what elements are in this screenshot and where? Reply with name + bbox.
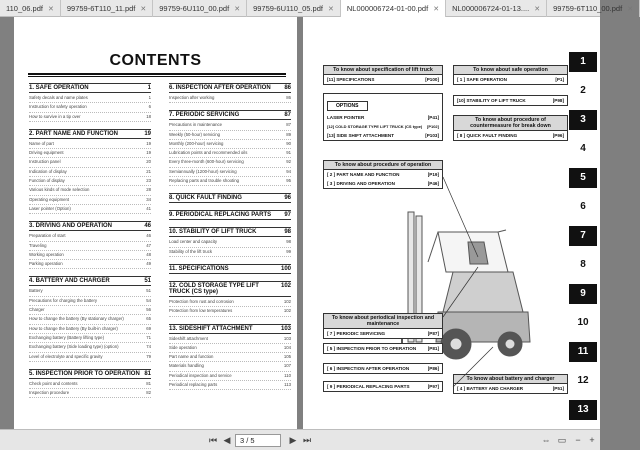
section-title: 4. BATTERY AND CHARGER (29, 278, 110, 285)
page-number-input[interactable]: 3 / 5 (235, 434, 281, 447)
contents-section (29, 221, 151, 269)
tab-6[interactable] (547, 0, 640, 17)
tab-3[interactable] (247, 0, 341, 17)
entry-page: 81 (146, 380, 151, 386)
entry-title: Periodical inspection and service (169, 372, 232, 378)
entry-page: 6 (148, 104, 151, 110)
entry-title: Inspection procedure (29, 390, 70, 396)
section-page: 96 (284, 195, 291, 202)
contents-entry[interactable] (169, 372, 291, 381)
entry-page: 41 (146, 205, 151, 211)
close-icon[interactable]: ✕ (234, 6, 241, 13)
entry-title: Function of display (29, 178, 65, 184)
entry-page: 82 (146, 390, 151, 396)
line-page: [P81] (427, 346, 439, 351)
section-heading[interactable] (169, 264, 291, 274)
tab-label: 110_06.pdf (6, 4, 43, 13)
entry-title: How to change the battery (By built-in charger) (29, 325, 118, 331)
section-heading[interactable] (169, 83, 291, 93)
entry-page: 20 (146, 159, 151, 165)
line-page: [P1] (555, 77, 564, 82)
tab-bar (0, 0, 634, 17)
contents-section (169, 193, 291, 203)
entry-title: Sideshift attachment (169, 335, 208, 341)
entry-title: Protection from rust and corrosion (169, 298, 234, 304)
line-page: [P102] (426, 124, 439, 129)
entry-page: 79 (146, 353, 151, 359)
entry-page: 103 (283, 335, 291, 341)
guide-page (303, 17, 600, 429)
line-text: [12] COLD STORAGE TYPE LIFT TRUCK (CS type) (327, 124, 423, 129)
entry-page: 110 (284, 372, 291, 378)
entry-title: Lubrication points and recommended oils (169, 150, 248, 156)
contents-title: CONTENTS (109, 52, 202, 69)
periodic-box-2 (323, 343, 443, 354)
contents-column-2 (169, 83, 291, 397)
entry-title: Preparation of start (29, 233, 66, 239)
periodic-box (323, 313, 443, 339)
section-title: 11. SPECIFICATIONS (169, 265, 229, 272)
section-page: 97 (284, 212, 291, 219)
entry-page: 102 (283, 308, 291, 314)
entry-page: 34 (146, 196, 151, 202)
entry-title: Materials handling (169, 363, 204, 369)
contents-entry[interactable] (169, 158, 291, 167)
fit-width-icon[interactable]: ⇔ (541, 435, 551, 445)
fit-page-icon[interactable]: ▭ (557, 435, 567, 445)
entry-title: Parking operation (29, 261, 63, 267)
line-text: [ 5 ] INSPECTION PRIOR TO OPERATION (327, 346, 417, 351)
close-icon[interactable]: ✕ (433, 6, 440, 13)
contents-entry[interactable] (29, 297, 151, 306)
entry-title: Protection from low temperatures (169, 308, 233, 314)
section-heading[interactable] (169, 281, 291, 297)
entry-page: 105 (283, 354, 291, 360)
entry-page: 23 (146, 178, 151, 184)
chapter-tab-6[interactable]: 6 (569, 197, 597, 217)
contents-entry[interactable] (169, 335, 291, 344)
line-text: [10] STABILITY OF LIFT TRUCK (457, 98, 526, 103)
contents-entry[interactable] (169, 121, 291, 130)
entry-title: Replacing parts and trouble shooting (169, 178, 239, 184)
section-heading[interactable] (169, 324, 291, 334)
contents-section (169, 324, 291, 391)
entry-page: 102 (283, 298, 291, 304)
entry-title: Laser pointer (Option) (29, 205, 71, 211)
entry-page: 54 (146, 297, 151, 303)
contents-entry[interactable] (29, 334, 151, 343)
entry-title: Monthly (200-hour) servicing (169, 140, 224, 146)
contents-entry[interactable] (29, 306, 151, 315)
chapter-tab-5[interactable]: 5 (569, 168, 597, 188)
section-title: 2. PART NAME AND FUNCTION (29, 130, 118, 137)
title-rule-thin (28, 76, 286, 77)
entry-page: 56 (146, 307, 151, 313)
contents-entry[interactable] (169, 362, 291, 371)
entry-title: Traveling (29, 242, 47, 248)
entry-page: 18 (146, 113, 151, 119)
chapter-tab-8[interactable]: 8 (569, 255, 597, 275)
entry-title: How to survive in a tip over (29, 113, 81, 119)
chapter-tab-12[interactable]: 12 (569, 371, 597, 391)
close-icon[interactable]: ✕ (140, 6, 147, 13)
entry-page: 48 (146, 251, 151, 257)
section-heading[interactable] (29, 369, 151, 379)
contents-entry[interactable] (29, 287, 151, 296)
zoom-out-icon[interactable]: − (575, 435, 581, 445)
procedure-box-line[interactable] (324, 179, 442, 188)
fault-box (453, 115, 568, 141)
title-rule (28, 73, 286, 75)
entry-title: Inspection after working (169, 95, 215, 100)
contents-entry[interactable] (29, 343, 151, 352)
entry-page: 91 (286, 150, 291, 156)
entry-title: Driving equipment (29, 150, 64, 156)
entry-title: Battery (29, 288, 43, 294)
line-text: [13] SIDE SHIFT ATTACHMENT (327, 133, 395, 138)
battery-box (453, 374, 568, 394)
entry-title: Precautions for charging the battery (29, 297, 98, 303)
close-icon[interactable]: ✕ (627, 6, 634, 13)
periodic-box-line[interactable] (324, 329, 442, 338)
contents-entry[interactable] (29, 186, 151, 195)
chapter-tab-10[interactable]: 10 (569, 313, 597, 333)
procedure-box-line[interactable] (324, 170, 442, 179)
tab-5[interactable] (446, 0, 547, 17)
section-page: 100 (280, 265, 291, 272)
chapter-tab-13[interactable]: 13 (569, 400, 597, 420)
section-title: 8. QUICK FAULT FINDING (169, 195, 242, 202)
entry-page: 71 (146, 334, 151, 340)
section-title: 6. INSPECTION AFTER OPERATION (169, 85, 271, 91)
section-heading[interactable] (29, 221, 151, 231)
contents-entry[interactable] (29, 242, 151, 251)
entry-title: Side operation (169, 344, 197, 350)
stability-box (453, 95, 568, 106)
entry-title: Weekly (50-hour) servicing (169, 131, 221, 137)
tab-1[interactable] (61, 0, 153, 17)
entry-title: Check point and contents (29, 380, 78, 386)
line-page: [P46] (427, 181, 439, 186)
periodic-box-heading: To know about periodical inspection and maintenance (324, 314, 442, 329)
contents-entry[interactable] (169, 248, 291, 257)
entry-title: Exchanging battery (Side loading type) (option) (29, 344, 119, 350)
line-text: [ 8 ] QUICK FAULT FINDING (457, 133, 518, 138)
section-page: 46 (144, 223, 151, 230)
section-title: 1. SAFE OPERATION (29, 85, 89, 91)
periodic-box-3 (323, 363, 443, 374)
battery-box-heading: To know about battery and charger (454, 375, 567, 384)
entry-page: 49 (146, 261, 151, 267)
contents-section (169, 83, 291, 103)
line-text: [ 7 ] PERIODIC SERVICING (327, 331, 386, 336)
tab-label: 99759-6U110_05.pdf (253, 4, 323, 13)
stability-box-line[interactable] (454, 96, 567, 105)
contents-entry[interactable] (29, 168, 151, 177)
line-page: [P98] (552, 98, 564, 103)
section-title: 13. SIDESHIFT ATTACHMENT (169, 325, 253, 332)
line-page: [P41] (427, 115, 439, 120)
line-text: [ 6 ] INSPECTION AFTER OPERATION (327, 366, 410, 371)
contents-entry[interactable] (169, 149, 291, 158)
section-heading[interactable] (169, 110, 291, 120)
contents-entry[interactable] (29, 94, 151, 103)
battery-box-line[interactable] (454, 384, 567, 393)
line-page: [P86] (427, 366, 439, 371)
section-heading[interactable] (29, 129, 151, 139)
safe-box (453, 65, 568, 85)
entry-title: How to change the battery (By stationary charger) (29, 316, 124, 322)
periodic-box-4 (323, 381, 443, 392)
line-page: [P100] (425, 77, 439, 82)
section-title: 7. PERIODIC SERVICING (169, 112, 240, 119)
contents-entry[interactable] (29, 158, 151, 167)
tab-0[interactable] (0, 0, 61, 17)
entry-title: Precautions in maintenance (169, 122, 223, 128)
contents-entry[interactable] (29, 103, 151, 112)
entry-title: Load center and capacity (169, 239, 218, 245)
line-page: [P103] (425, 133, 439, 138)
contents-entry[interactable] (169, 298, 291, 307)
section-heading[interactable] (29, 83, 151, 93)
contents-entry[interactable] (29, 205, 151, 214)
chapter-tab-4[interactable]: 4 (569, 139, 597, 159)
section-heading[interactable] (169, 193, 291, 203)
section-title: 12. COLD STORAGE TYPE LIFT TRUCK (CS type) (169, 282, 259, 295)
line-text: [ 3 ] DRIVING AND OPERATION (327, 181, 395, 186)
contents-entry[interactable] (29, 315, 151, 324)
chapter-tab-2[interactable]: 2 (569, 81, 597, 101)
entry-title: Periodical replacing parts (169, 382, 218, 388)
contents-entry[interactable] (169, 177, 291, 186)
entry-page: 99 (286, 248, 291, 254)
chapter-tab-1[interactable]: 1 (569, 52, 597, 72)
spec-box-heading: To know about specification of lift truck (324, 66, 442, 75)
entry-title: Exchanging battery (Battery lifting type) (29, 334, 104, 340)
entry-page: 95 (286, 178, 291, 184)
entry-title: Various kinds of mode selection (29, 187, 90, 193)
bottom-toolbar (0, 429, 600, 450)
contents-entry[interactable] (29, 140, 151, 149)
entry-title: Name of part (29, 140, 54, 146)
safe-box-heading: To know about safe operation (454, 66, 567, 75)
entry-title: Level of electrolyte and specific gravity (29, 353, 103, 359)
contents-section (169, 110, 291, 186)
contents-entry[interactable] (29, 389, 151, 398)
line-text: LASER POINTER (327, 115, 365, 120)
chapter-tab-3[interactable]: 3 (569, 110, 597, 130)
contents-entry[interactable] (29, 353, 151, 362)
entry-title: Operating equipment (29, 196, 70, 202)
entry-title: Working operation (29, 251, 64, 257)
entry-page: 1 (148, 95, 151, 100)
next-page-icon[interactable]: ▶ (289, 435, 297, 445)
procedure-box (323, 160, 443, 189)
chapter-tab-11[interactable]: 11 (569, 342, 597, 362)
options-line[interactable] (324, 122, 442, 131)
section-heading[interactable] (169, 210, 291, 220)
line-page: [P87] (427, 331, 439, 336)
prev-page-icon[interactable]: ◀ (223, 435, 231, 445)
tab-label: 99759-6U110_00.pdf (159, 4, 230, 13)
contents-section (169, 210, 291, 220)
section-title: 10. STABILITY OF LIFT TRUCK (169, 229, 257, 236)
section-heading[interactable] (29, 276, 151, 286)
close-icon[interactable]: ✕ (327, 6, 334, 13)
line-page: [P51] (552, 386, 564, 391)
zoom-in-icon[interactable]: + (589, 435, 595, 445)
line-page: [P19] (427, 172, 439, 177)
entry-page: 90 (286, 140, 291, 146)
contents-entry[interactable] (169, 168, 291, 177)
entry-page: 19 (146, 150, 151, 156)
entry-page: 74 (146, 344, 151, 350)
contents-entry[interactable] (29, 251, 151, 260)
entry-title: Instruction for safety operation (29, 104, 87, 110)
section-page: 19 (144, 130, 151, 137)
line-text: [ 1 ] SAFE OPERATION (457, 77, 507, 82)
tab-2[interactable] (153, 0, 247, 17)
contents-entry[interactable] (29, 149, 151, 158)
chapter-tab-7[interactable]: 7 (569, 226, 597, 246)
line-text: [ 9 ] PERIODICAL REPLACING PARTS (327, 384, 410, 389)
tab-label: 99759-6T110_00.pdf (553, 4, 623, 13)
contents-entry[interactable] (169, 307, 291, 316)
section-title: 3. DRIVING AND OPERATION (29, 223, 113, 230)
contents-entry[interactable] (29, 113, 151, 122)
chapter-tab-9[interactable]: 9 (569, 284, 597, 304)
periodic-box-line[interactable] (324, 382, 442, 391)
options-line[interactable] (324, 131, 442, 140)
options-box (323, 93, 443, 141)
contents-entry[interactable] (169, 140, 291, 149)
spec-box-line[interactable] (324, 75, 442, 84)
first-page-icon[interactable]: ⏮ (208, 435, 218, 445)
section-page: 102 (280, 282, 291, 289)
entry-title: Stability of the lift truck (169, 248, 212, 254)
entry-title: Indication of display (29, 168, 67, 174)
contents-page (14, 17, 297, 429)
contents-section (29, 369, 151, 399)
procedure-box-heading: To know about procedure of operation (324, 161, 442, 170)
entry-title: Safety decals and name plates (29, 95, 88, 100)
fault-box-heading: To know about procedure of countermeasure for break down (454, 116, 567, 131)
options-line[interactable] (324, 113, 442, 122)
close-icon[interactable]: ✕ (534, 6, 541, 13)
line-text: [11] SPECIFICATIONS (327, 77, 375, 82)
section-title: 9. PERIODICAL REPLACING PARTS (169, 212, 272, 219)
entry-title: Semiannually (1200-hour) servicing (169, 168, 237, 174)
section-title: 5. INSPECTION PRIOR TO OPERATION (29, 370, 140, 377)
safe-box-line[interactable] (454, 75, 567, 84)
entry-page: 69 (146, 325, 151, 331)
entry-page: 19 (146, 140, 151, 146)
section-heading[interactable] (169, 227, 291, 237)
entry-title: Part name and function (169, 354, 214, 360)
section-page: 1 (147, 85, 151, 91)
contents-entry[interactable] (29, 260, 151, 269)
entry-title: Instruction panel (29, 159, 61, 165)
spec-box (323, 65, 443, 85)
entry-title: Charger (29, 307, 45, 313)
close-icon[interactable]: ✕ (47, 6, 54, 13)
contents-section (169, 264, 291, 274)
entry-page: 94 (286, 168, 291, 174)
entry-page: 89 (286, 131, 291, 137)
section-page: 98 (284, 229, 291, 236)
entry-page: 86 (286, 95, 291, 100)
entry-page: 104 (283, 344, 291, 350)
tab-label: NL000006724-01-13.... (452, 4, 530, 13)
contents-entry[interactable] (169, 381, 291, 390)
contents-entry[interactable] (169, 131, 291, 140)
periodic-box-line[interactable] (324, 344, 442, 353)
entry-page: 65 (146, 316, 151, 322)
tab-label: 99759-6T110_11.pdf (66, 4, 136, 13)
entry-page: 47 (146, 242, 151, 248)
entry-page: 28 (146, 187, 151, 193)
contents-entry[interactable] (29, 196, 151, 205)
contents-section (169, 281, 291, 317)
contents-entry[interactable] (29, 325, 151, 334)
entry-page: 92 (286, 159, 291, 165)
contents-section (29, 276, 151, 361)
entry-page: 87 (286, 122, 291, 128)
contents-entry[interactable] (169, 94, 291, 103)
fault-box-line[interactable] (454, 131, 567, 140)
tab-4[interactable] (341, 0, 446, 17)
entry-title: Every three-month (600-hour) servicing (169, 159, 244, 165)
contents-entry[interactable] (29, 380, 151, 389)
last-page-icon[interactable]: ⏭ (302, 435, 312, 445)
contents-entry[interactable] (169, 344, 291, 353)
contents-section (29, 129, 151, 214)
section-page: 51 (144, 278, 151, 285)
line-page: [P97] (427, 384, 439, 389)
entry-page: 51 (146, 288, 151, 294)
line-text: [ 4 ] BATTERY AND CHARGER (457, 386, 524, 391)
section-page: 81 (144, 370, 151, 377)
entry-page: 98 (286, 239, 291, 245)
entry-page: 113 (284, 382, 291, 388)
line-page: [P96] (552, 133, 564, 138)
contents-section (169, 227, 291, 257)
contents-column-1 (29, 83, 151, 405)
entry-page: 107 (283, 363, 291, 369)
entry-page: 46 (146, 233, 151, 239)
options-title: OPTIONS (327, 101, 368, 111)
contents-entry[interactable] (29, 232, 151, 241)
periodic-box-line[interactable] (324, 364, 442, 373)
contents-entry[interactable] (29, 177, 151, 186)
line-text: [ 2 ] PART NAME AND FUNCTION (327, 172, 400, 177)
section-page: 87 (284, 112, 291, 119)
entry-page: 21 (146, 168, 151, 174)
section-page: 86 (284, 85, 291, 91)
contents-entry[interactable] (169, 238, 291, 247)
contents-section (29, 83, 151, 122)
pdf-viewer[interactable] (0, 17, 600, 429)
tab-label: NL000006724-01-00.pdf (346, 4, 429, 13)
section-page: 103 (280, 325, 291, 332)
contents-entry[interactable] (169, 353, 291, 362)
